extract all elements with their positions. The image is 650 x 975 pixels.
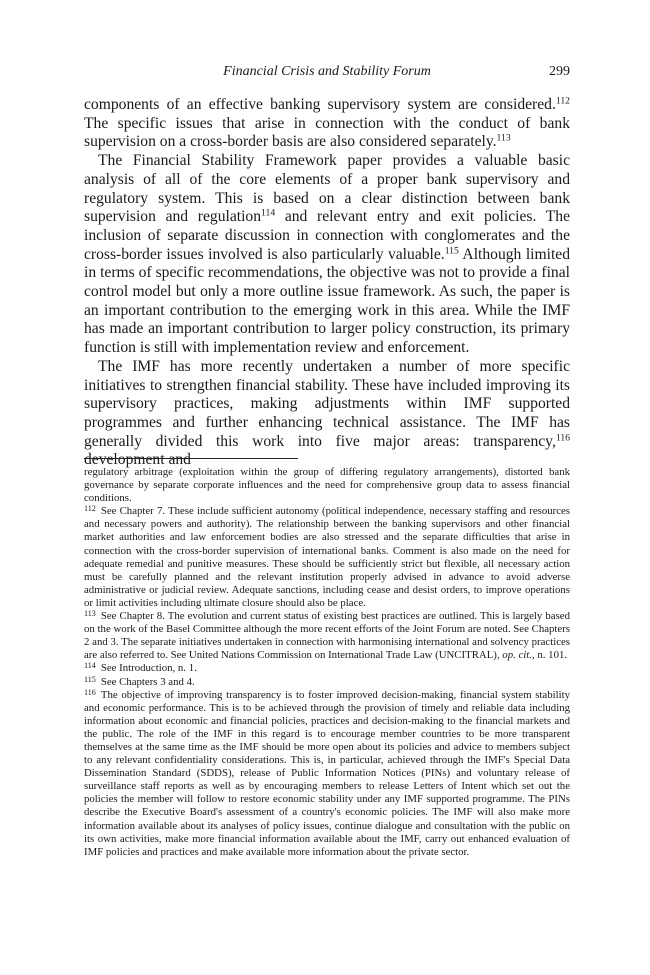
footnote-ref-113: 113 [496,133,511,145]
paragraph-text: development and [84,451,191,469]
footnote-citation: op. cit. [502,649,532,662]
footnote-text: See Chapters 3 and 4. [100,675,195,688]
paragraph-2 [84,152,570,358]
footnote-continuation: regulatory arbitrage (exploitation within the group of differing regulatory arrangements), distorted bank governance by separate corporate influences and the need for comprehensive group data to assess financial conditions. [84,466,570,505]
footnote-text: See Chapter 7. These include sufficient autonomy (political independence, necessary staffing and resources and necessary powers and authority). The relationship between the banking supervisors and other financial market authorities and law enforcement bodies are also stressed and the separate difficulties that arise in connection with the cross-border supervision of international banks. Comment is also made on the need for adequate remedial and punitive measures. These should be sufficiently strict but flexible, all necessary action must be carefully planned and the relevant institution properly advised in advance to avoid adverse administrative or judicial review. Adequate sanctions, including cease and desist orders, to improve operations or limit activities including ultimate closure should also be place. [84,505,570,609]
paragraph-text: The Financial Stability Framework paper provides a valuable basic analysis of all of the core elements of a proper bank supervisory and regulatory system. This is based on a clear distinction between bank supervision and regulation [84,152,570,226]
footnote-mark: 116 [84,687,96,697]
footnote-112 [84,505,570,610]
footnote-113 [84,610,570,662]
footnote-text: See Introduction, n. 1. [100,662,197,675]
footnotes [84,466,570,859]
footnote-text: See Chapter 8. The evolution and current status of existing best practices are outlined. This is largely based on the work of the Basel Committee although the more recent efforts of the Joint Forum are noted. See Chapters 2 and 3. The separate initiatives undertaken in connection with harmonising international and solvency practices are also referred to. See United Nations Commission on International Trade Law (UNCITRAL), [84,610,570,662]
paragraph-text: Although limited in terms of specific recommendations, the objective was not to provide a final control model but only a more outline issue framework. As such, the paper is an important contribution to the emerging work in this area. While the IMF has made an important contribution to larger policy construction, its primary function is still with implementation review and enforcement. [84,245,570,357]
footnote-114 [84,662,570,675]
footnote-mark: 115 [84,674,96,684]
footnote-mark: 113 [84,609,96,619]
footnote-mark: 114 [84,661,96,671]
main-text [84,96,570,470]
page-number: 299 [549,64,570,79]
footnote-115 [84,676,570,689]
paragraph-text: and relevant entry and exit policies. The inclusion of separate discussion in connection with conglomerates and the cross-border issues involved is also particularly valuable. [84,208,570,263]
paragraph-3 [84,358,570,470]
footnote-mark: 112 [84,504,96,514]
footnote-116 [84,689,570,859]
footnote-ref-115: 115 [444,245,459,257]
footnote-ref-112: 112 [555,95,570,107]
footnote-text: , n. 101. [531,649,568,662]
paragraph-text: The specific issues that arise in connection with the conduct of bank supervision on a cross-border basis are also considered separately. [84,114,570,151]
paragraph-text: The IMF has more recently undertaken a number of more specific initiatives to strengthen financial stability. These have included improving its supervisory practices, making adjustments within IMF supported programmes and further enhancing technical assistance. The IMF has generally divided this work into five major areas: transparency, [84,357,570,450]
paragraph-text: components of an effective banking supervisory system are considered. [84,96,556,113]
running-title: Financial Crisis and Stability Forum [223,64,431,79]
paragraph-1 [84,96,570,152]
footnote-divider [84,458,298,459]
footnote-text: The objective of improving transparency is to foster improved decision-making, financial system stability and economic performance. This is to be achieved through the provision of timely and reliable data including information about economic and financial policies, practices and decision-making to the financial markets and the public. The role of the IMF in this regard is to encourage member countries to be more transparent themselves at the same time as the IMF should be more open about its policies and advice to members subject to any relevant confidentiality considerations. This is, in particular, achieved through the IMF's Special Data Dissemination Standard (SDDS), release of Public Information Notices (PINs) and voluntary release of surveillance staff reports as well as by encouraging members to release Letters of Intent which set out the policies the member will follow to restore economic stability under any IMF supported programme. The PINs describe the Executive Board's assessment of a country's economic policies. The IMF will also make more information available about its analyses of policy issues, continue dialogue and consultation with the public on its own activities, make more financial information available about the IMF, carry out enhanced evaluation of IMF policies and practices and make available more information about the private sector. [84,688,570,858]
footnote-ref-114: 114 [261,207,276,219]
running-header [84,64,570,84]
footnote-ref-116: 116 [555,432,570,444]
